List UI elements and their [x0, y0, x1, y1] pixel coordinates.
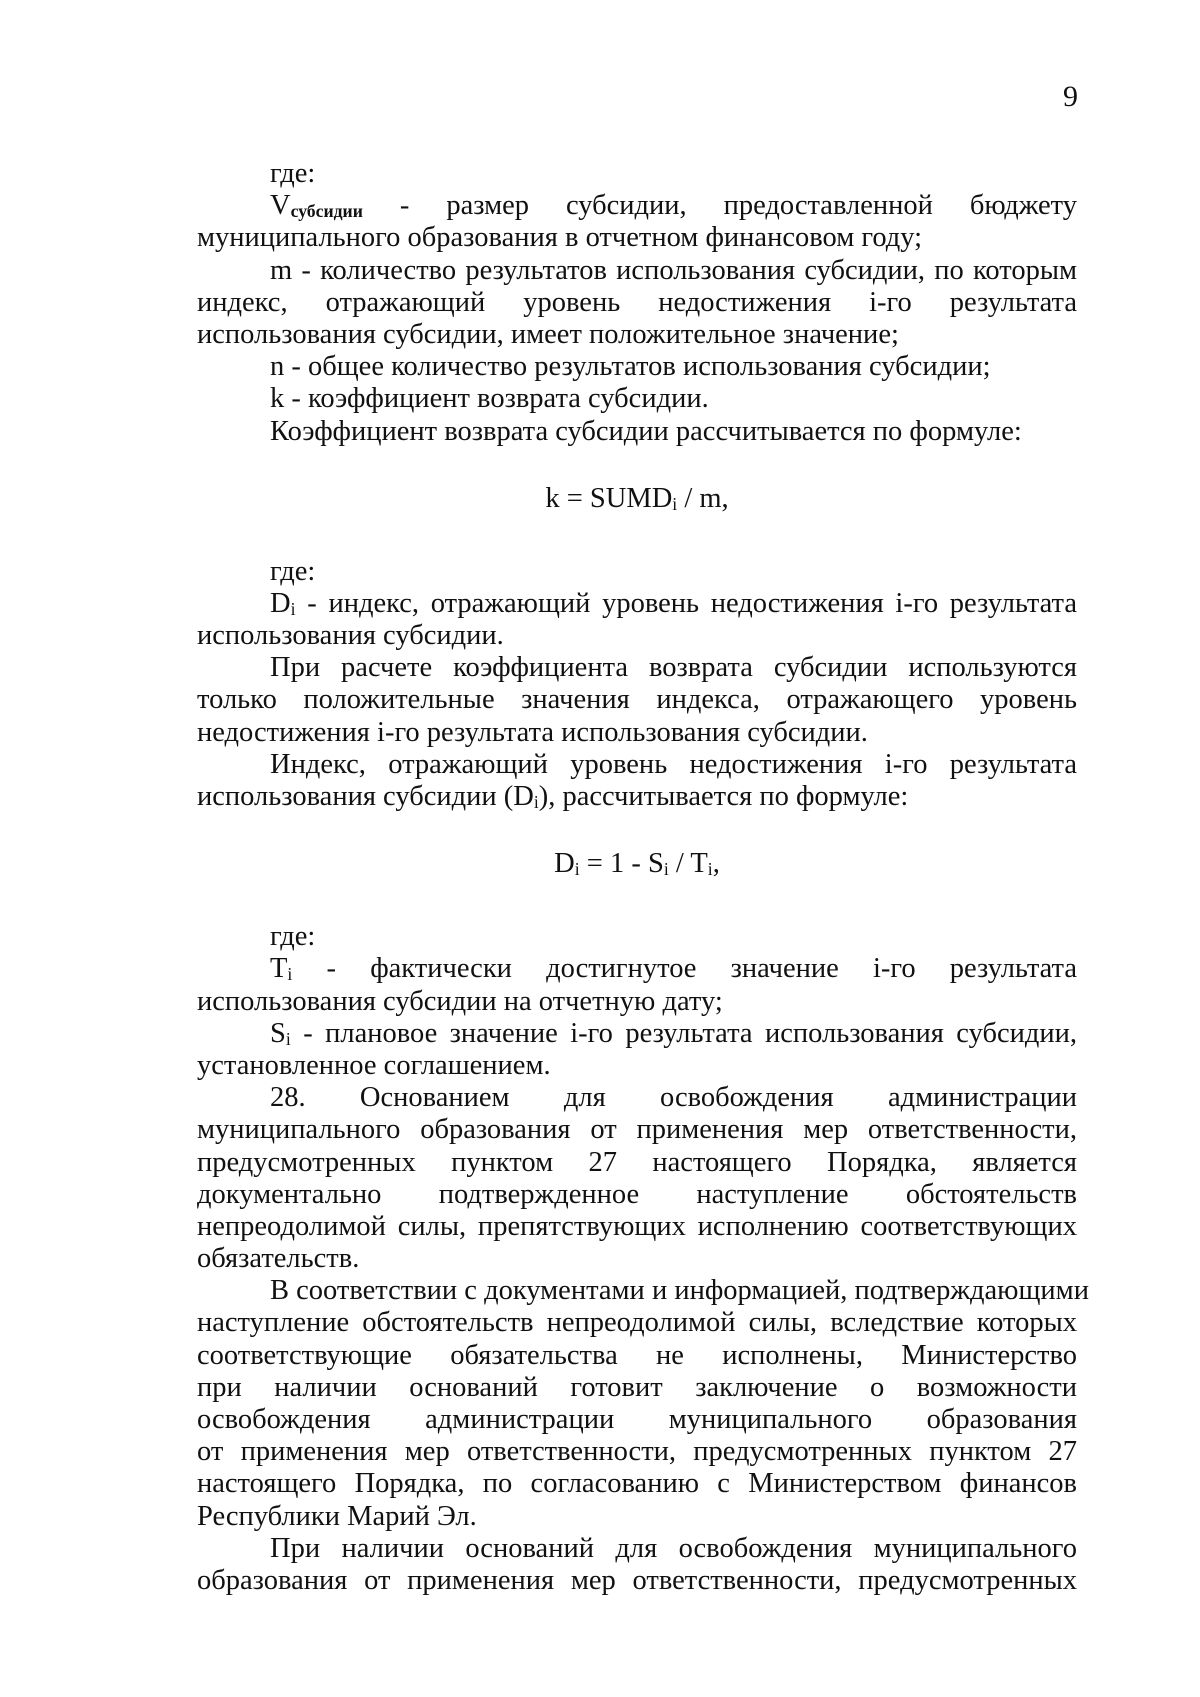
- definition-m: m - количество результатов использования субсидии, по которым: [270, 254, 1077, 286]
- paragraph-line: При наличии оснований для освобождения муниципального: [270, 1532, 1077, 1564]
- paragraph-28-line: 28. Основанием для освобождения администрации: [270, 1082, 1077, 1114]
- paragraph-28-line: обязательств.: [197, 1243, 360, 1275]
- paragraph-28-line: документально подтвержденное наступление обстоятельств: [197, 1178, 1077, 1210]
- paragraph-line: соответствующие обязательства не исполнены, Министерство: [197, 1339, 1077, 1371]
- paragraph-28-line: предусмотренных пунктом 27 настоящего Порядка, является: [197, 1146, 1077, 1178]
- text-line: индекс, отражающий уровень недостижения i-го результата: [197, 286, 1077, 318]
- paragraph-line: Индекс, отражающий уровень недостижения i-го результата: [270, 748, 1077, 780]
- paragraph-line: При расчете коэффициента возврата субсидии используются: [270, 652, 1077, 684]
- definition-text: - размер субсидии, предоставленной бюджету: [362, 190, 1077, 222]
- paragraph-line: недостижения i-го результата использования субсидии.: [197, 716, 868, 748]
- definition-t: $T_i$ - фактически достигнутое значение i-го результата: [270, 953, 1077, 985]
- symbol-v-subscript: субсидии: [290, 201, 363, 222]
- formula-d: $D_i = 1 - S_i / T_i$,: [554, 848, 720, 880]
- text-line: использования субсидии, имеет положительное значение;: [197, 318, 899, 350]
- page-body: [197, 158, 1089, 1597]
- paragraph-line: настоящего Порядка, по согласованию с Министерством финансов: [197, 1468, 1077, 1500]
- paragraph-line: Республики Марий Эл.: [197, 1500, 477, 1532]
- paragraph-line: использования субсидии $(D_i)$, рассчитывается по формуле:: [197, 781, 909, 812]
- definition-s: $S_i$ - плановое значение i-го результата использования субсидии,: [270, 1017, 1077, 1049]
- paragraph-line: при наличии оснований готовит заключение о возможности: [197, 1371, 1077, 1403]
- text-line: где:: [270, 158, 316, 189]
- symbol-v: V: [270, 190, 291, 222]
- text-line: использования субсидии.: [197, 620, 504, 652]
- paragraph-28-line: непреодолимой силы, препятствующих исполнению соответствующих: [197, 1210, 1077, 1242]
- paragraph-line: образования от применения мер ответственности, предусмотренных: [197, 1564, 1077, 1596]
- paragraph-line: наступление обстоятельств непреодолимой силы, вследствие которых: [197, 1307, 1077, 1339]
- text-line: где:: [270, 555, 316, 587]
- paragraph-line: только положительные значения индекса, отражающего уровень: [197, 684, 1077, 716]
- paragraph-28-line: муниципального образования от применения мер ответственности,: [197, 1114, 1077, 1146]
- paragraph-line: от применения мер ответственности, предусмотренных пунктом 27: [197, 1436, 1077, 1468]
- definition-d: $D_i$ - индекс, отражающий уровень недостижения i-го результата: [270, 587, 1077, 619]
- definition-n: n - общее количество результатов использования субсидии;: [270, 351, 991, 383]
- definition-v-subsidy: [197, 190, 1077, 222]
- paragraph-line: В соответствии с документами и информацией, подтверждающими: [270, 1275, 1089, 1307]
- text-line: использования субсидии на отчетную дату;: [197, 985, 723, 1017]
- page-number: 9: [1063, 80, 1078, 113]
- text-line: муниципального образования в отчетном финансовом году;: [197, 222, 923, 254]
- paragraph-line: освобождения администрации муниципального образования: [197, 1404, 1077, 1435]
- text-line: Коэффициент возврата субсидии рассчитывается по формуле:: [270, 415, 1022, 447]
- definition-k: k - коэффициент возврата субсидии.: [270, 383, 709, 415]
- text-line: установленное соглашением.: [197, 1049, 551, 1081]
- formula-k: $k = SUMD_i / m$,: [545, 482, 729, 514]
- text-line: где:: [270, 921, 316, 953]
